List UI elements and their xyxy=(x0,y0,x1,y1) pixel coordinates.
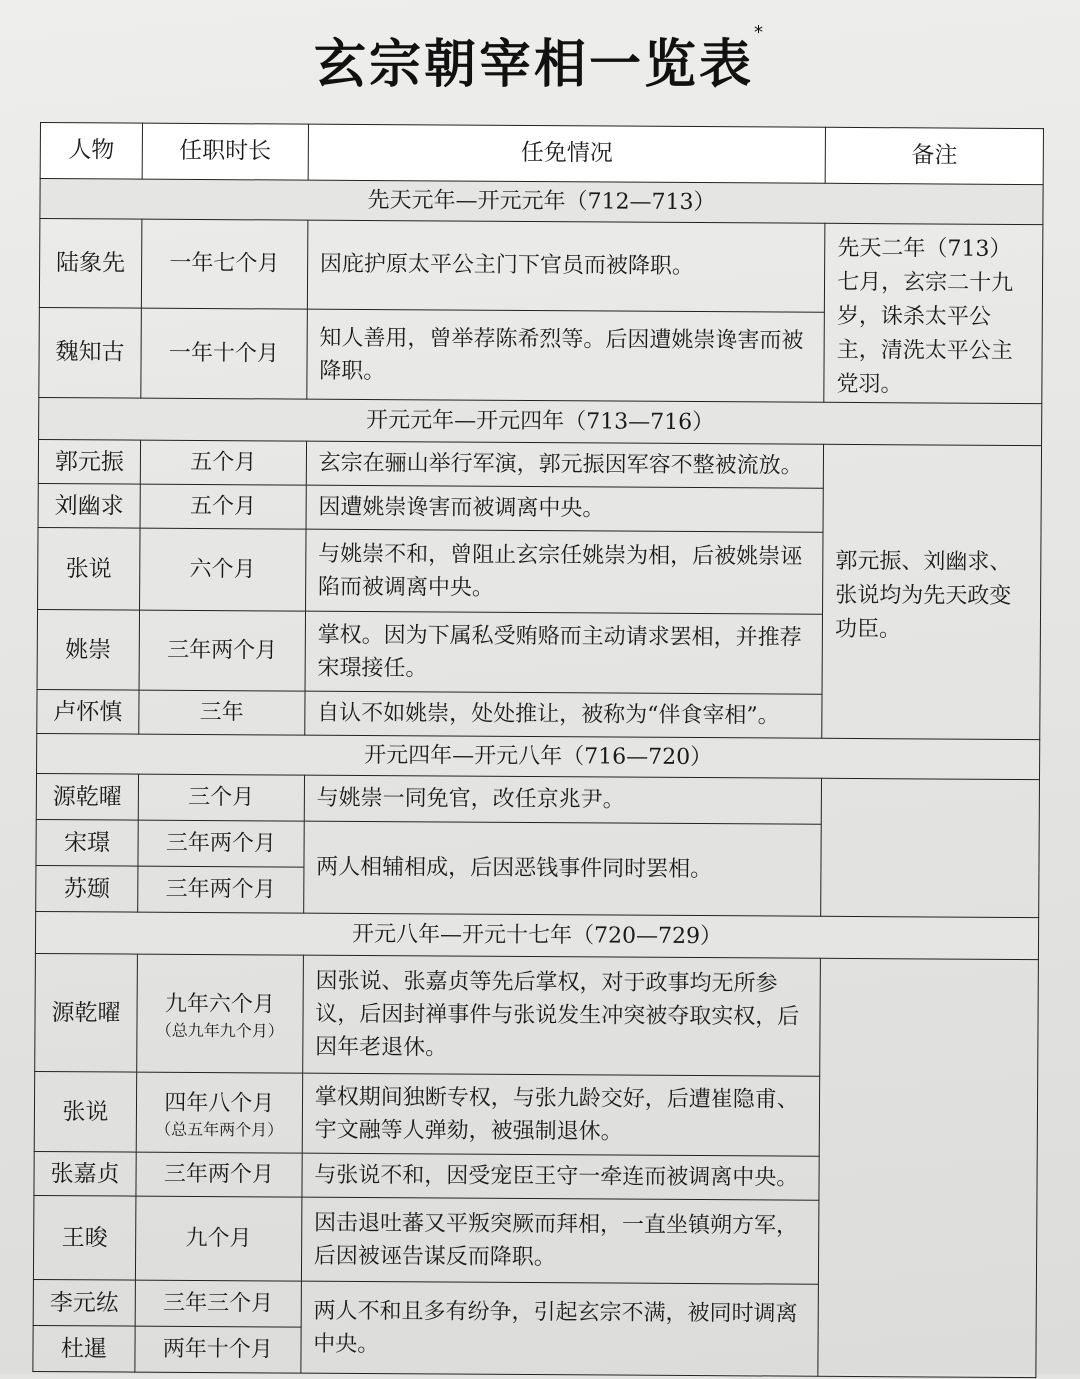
person-name: 李元纮 xyxy=(33,1280,135,1327)
remark-cell-empty xyxy=(821,779,1040,918)
person-name: 姚崇 xyxy=(37,610,139,691)
period-label: 开元元年—开元四年（713—716） xyxy=(39,398,1042,446)
column-header-appointment: 任免情况 xyxy=(308,124,826,183)
person-name: 张说 xyxy=(38,528,140,611)
period-label: 先天元年—开元元年（712—713） xyxy=(40,179,1043,225)
person-name: 张嘉贞 xyxy=(34,1152,136,1197)
footnote-mark: * xyxy=(754,22,766,43)
table-row xyxy=(39,219,1043,314)
term-main: 九年六个月 xyxy=(164,991,276,1018)
column-header-remarks: 备注 xyxy=(825,127,1043,184)
term-length: 两年十个月 xyxy=(135,1327,301,1374)
term-length: 九个月 xyxy=(135,1197,301,1282)
person-name: 王晙 xyxy=(33,1196,135,1281)
term-total-note: （总五年两个月） xyxy=(155,1119,284,1140)
term-length: 五个月 xyxy=(140,441,306,486)
page-title: 玄宗朝宰相一览表* xyxy=(313,22,766,95)
term-length: 三年 xyxy=(139,691,305,736)
table-row xyxy=(36,774,1039,826)
person-name: 源乾曜 xyxy=(35,954,138,1073)
appointment-desc: 与张说不和，因受宠臣王守一牵连而被调离中央。 xyxy=(302,1154,820,1201)
remark-cell: 先天二年（713）七月，玄宗二十九岁，诛杀太平公主，清洗太平公主党羽。 xyxy=(824,223,1043,404)
person-name: 卢怀慎 xyxy=(37,690,139,735)
appointment-desc: 因击退吐蕃又平叛突厥而拜相，一直坐镇朔方军，后因被诬告谋反而降职。 xyxy=(301,1198,819,1285)
period-row xyxy=(39,398,1042,446)
appointment-desc: 因遭姚崇谗害而被调离中央。 xyxy=(306,486,824,533)
appointment-desc: 玄宗在骊山举行军演，郭元振因军容不整被流放。 xyxy=(306,442,824,489)
table-row xyxy=(38,440,1041,490)
appointment-desc: 两人相辅相成，后因恶钱事件同时罢相。 xyxy=(303,822,821,917)
table-row xyxy=(35,954,1039,1078)
column-header-term: 任职时长 xyxy=(142,123,308,180)
person-name: 陆象先 xyxy=(39,219,141,308)
term-length: 三个月 xyxy=(138,775,304,822)
period-row xyxy=(35,912,1038,960)
remark-cell-empty xyxy=(818,959,1038,1378)
term-length xyxy=(136,1073,302,1154)
appointment-desc: 两人不和且多有纷争，引起玄宗不满，被同时调离中央。 xyxy=(301,1282,819,1377)
appointment-desc: 因庇护原太平公主门下官员而被降职。 xyxy=(307,220,825,312)
term-length: 三年两个月 xyxy=(136,1153,302,1198)
chancellor-table xyxy=(32,122,1044,1379)
appointment-desc: 掌权。因为下属私受贿赂而主动请求罢相，并推荐宋璟接任。 xyxy=(305,612,823,695)
appointment-desc: 掌权期间独断专权，与张九龄交好，后遭崔隐甫、宇文融等人弹劾，被强制退休。 xyxy=(302,1074,820,1157)
appointment-desc: 知人善用，曾举荐陈希烈等。后因遭姚崇谗害而被降职。 xyxy=(307,309,825,403)
term-length: 三年两个月 xyxy=(138,821,304,868)
term-length xyxy=(137,955,304,1074)
term-length: 一年七个月 xyxy=(141,219,307,309)
period-label: 开元八年—开元十七年（720—729） xyxy=(35,912,1038,960)
appointment-desc: 与姚崇一同免官，改任京兆尹。 xyxy=(304,776,822,825)
remark-cell xyxy=(822,445,1042,740)
term-length: 一年十个月 xyxy=(141,308,307,400)
column-header-person: 人物 xyxy=(40,123,142,180)
term-length: 五个月 xyxy=(140,485,306,530)
period-row xyxy=(37,734,1040,780)
term-length: 三年三个月 xyxy=(135,1281,301,1328)
person-name: 张说 xyxy=(34,1072,136,1153)
term-length: 六个月 xyxy=(139,529,305,612)
appointment-desc: 自认不如姚崇，处处推让，被称为“伴食宰相”。 xyxy=(305,692,823,739)
term-main: 四年八个月 xyxy=(164,1090,275,1117)
term-length: 三年两个月 xyxy=(138,867,304,914)
appointment-desc: 因张说、张嘉贞等先后掌权，对于政事均无所参议，后因封禅事件与张说发生冲突被夺取实权，后因年老退休。 xyxy=(302,956,820,1077)
term-total-note: （总九年九个月） xyxy=(155,1020,284,1041)
term-length: 三年两个月 xyxy=(139,611,305,692)
person-name: 苏颋 xyxy=(36,866,138,913)
person-name: 源乾曜 xyxy=(36,774,138,821)
person-name: 杜暹 xyxy=(33,1326,135,1373)
table-header-row xyxy=(40,123,1043,185)
person-name: 宋璟 xyxy=(36,820,138,867)
person-name: 刘幽求 xyxy=(38,484,140,529)
appointment-desc: 与姚崇不和，曾阻止玄宗任姚崇为相，后被姚崇诬陷而被调离中央。 xyxy=(305,530,823,615)
person-name: 郭元振 xyxy=(38,440,140,485)
person-name: 魏知古 xyxy=(39,307,141,399)
period-label: 开元四年—开元八年（716—720） xyxy=(37,734,1040,780)
remark-text: 郭元振、刘幽求、张说均为先天政变功臣。 xyxy=(834,548,1012,643)
period-row xyxy=(40,179,1043,225)
